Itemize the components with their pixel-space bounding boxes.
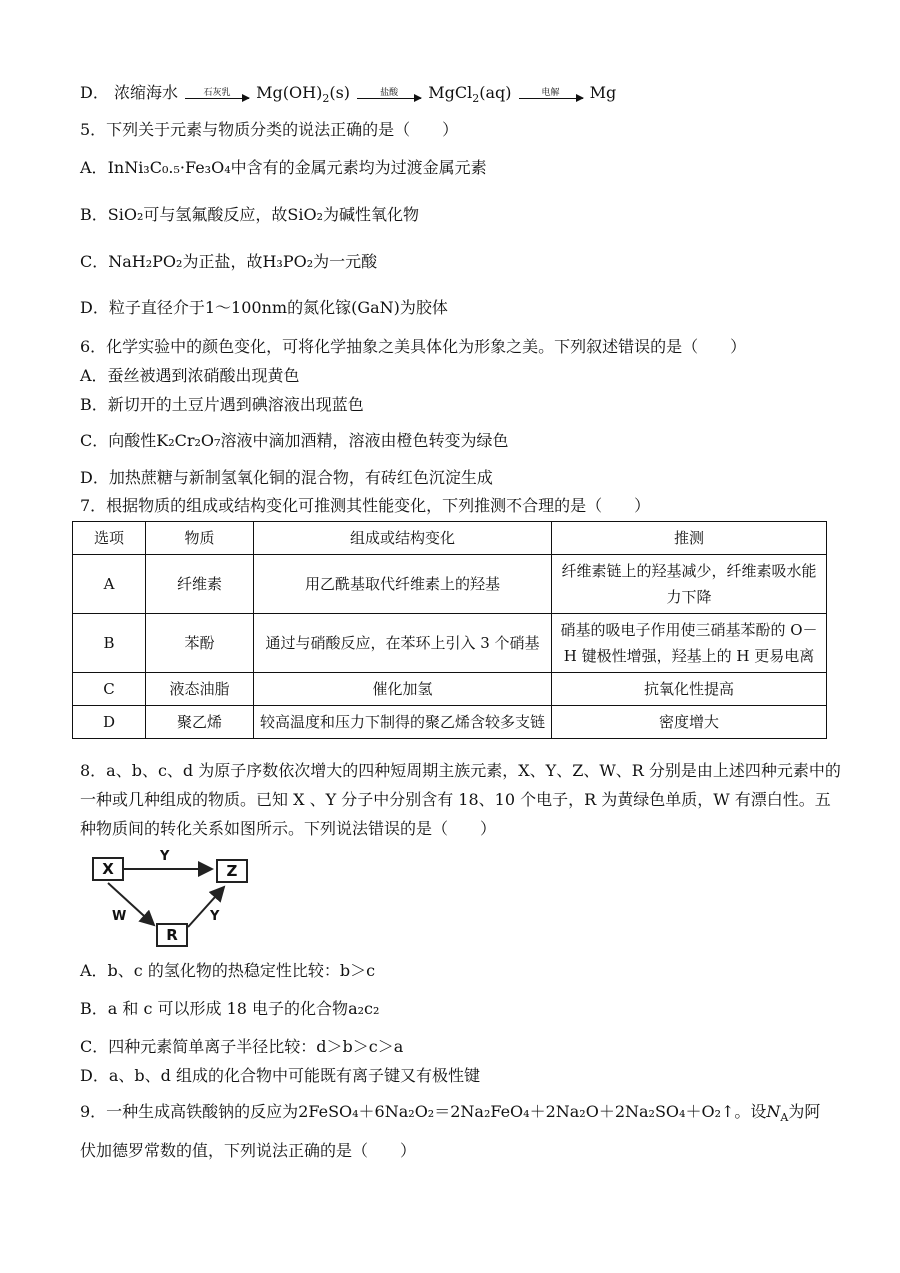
table-cell: B	[73, 614, 146, 673]
option-letter: D．	[80, 83, 109, 102]
q9-stem-line-2: 伏加德罗常数的值，下列说法正确的是（ ）	[80, 1141, 417, 1160]
edge-label-y-top: Y	[160, 849, 170, 864]
table-header: 组成或结构变化	[254, 522, 552, 555]
table-cell: 聚乙烯	[146, 706, 254, 739]
table-cell: 抗氧化性提高	[552, 673, 827, 706]
table-cell: 苯酚	[146, 614, 254, 673]
q8-stem-line-3: 种物质间的转化关系如图所示。下列说法错误的是（ ）	[80, 819, 497, 838]
q6-option-a: A．蚕丝被遇到浓硝酸出现黄色	[80, 366, 300, 385]
table-cell: 纤维素链上的羟基减少，纤维素吸水能力下降	[552, 555, 827, 614]
reaction-arrow-1	[185, 88, 249, 99]
table-row	[73, 555, 827, 614]
q8-option-c: C．四种元素简单离子半径比较：d＞b＞c＞a	[80, 1037, 404, 1056]
q5-option-d: D．粒子直径介于1～100nm的氮化镓(GaN)为胶体	[80, 298, 448, 317]
table-row	[73, 706, 827, 739]
q8-option-a: A．b、c 的氢化物的热稳定性比较：b＞c	[80, 961, 376, 980]
reaction-arrow-3	[519, 88, 583, 99]
product-1: $Mg(OH)_2(s)$	[256, 83, 351, 105]
table-cell: 用乙酰基取代纤维素上的羟基	[254, 555, 552, 614]
product-3: Mg	[589, 83, 617, 102]
q5-option-b: B．SiO₂可与氢氟酸反应，故SiO₂为碱性氧化物	[80, 205, 420, 224]
q5-stem: 5．下列关于元素与物质分类的说法正确的是（ ）	[80, 120, 459, 139]
table-cell: 通过与硝酸反应，在苯环上引入 3 个硝基	[254, 614, 552, 673]
node-x: X	[92, 857, 124, 881]
q5-option-c: C．NaH₂PO₂为正盐，故H₃PO₂为一元酸	[80, 252, 378, 271]
table-header: 选项	[73, 522, 146, 555]
table-cell: C	[73, 673, 146, 706]
table-cell: 密度增大	[552, 706, 827, 739]
table-header-row	[73, 522, 827, 555]
q6-option-d: D．加热蔗糖与新制氢氧化铜的混合物，有砖红色沉淀生成	[80, 468, 493, 487]
q9-stem-line-1: 9．一种生成高铁酸钠的反应为2FeSO₄＋6Na₂O₂＝2Na₂FeO₄＋2Na₂O＋2Na₂SO₄＋O₂↑。设$N_A$为阿	[80, 1102, 821, 1124]
arrow-label: 盐酸	[380, 88, 399, 98]
product-2: MgCl$_2$(aq)	[428, 83, 512, 105]
node-z: Z	[216, 859, 248, 883]
q7-stem: 7．根据物质的组成或结构变化可推测其性能变化，下列推测不合理的是（ ）	[80, 496, 651, 515]
q4-option-d	[80, 82, 616, 110]
q7-table	[72, 521, 827, 739]
conversion-diagram	[80, 845, 260, 955]
node-r: R	[156, 923, 188, 947]
edge-label-w: W	[112, 909, 127, 924]
table-cell: 较高温度和压力下制得的聚乙烯含较多支链	[254, 706, 552, 739]
table-row	[73, 614, 827, 673]
arrow-label: 电解	[541, 88, 560, 98]
table-cell: 催化加氢	[254, 673, 552, 706]
edge-label-y-right: Y	[210, 909, 220, 924]
reaction-arrow-2	[357, 88, 421, 99]
table-header: 推测	[552, 522, 827, 555]
reaction-equation: 2FeSO₄＋6Na₂O₂＝2Na₂FeO₄＋2Na₂O＋2Na₂SO₄＋O₂↑	[298, 1102, 735, 1121]
q8-stem-line-1: 8．a、b、c、d 为原子序数依次增大的四种短周期主族元素，X、Y、Z、W、R 分别是由上述四种元素中的	[80, 761, 841, 780]
table-cell: 硝基的吸电子作用使三硝基苯酚的 O－H 键极性增强，羟基上的 H 更易电离	[552, 614, 827, 673]
q6-stem: 6．化学实验中的颜色变化，可将化学抽象之美具体化为形象之美。下列叙述错误的是（ ）	[80, 337, 747, 356]
table-header: 物质	[146, 522, 254, 555]
reaction-start: 浓缩海水	[113, 83, 178, 102]
q8-stem-line-2: 一种或几种组成的物质。已知 X 、Y 分子中分别含有 18、10 个电子，R 为黄绿色单质，W 有漂白性。五	[80, 790, 831, 809]
table-cell: D	[73, 706, 146, 739]
table-cell: 纤维素	[146, 555, 254, 614]
table-row	[73, 673, 827, 706]
q8-option-d: D．a、b、d 组成的化合物中可能既有离子键又有极性键	[80, 1066, 480, 1085]
table-cell: A	[73, 555, 146, 614]
q6-option-b: B．新切开的土豆片遇到碘溶液出现蓝色	[80, 395, 364, 414]
q8-option-b: B．a 和 c 可以形成 18 电子的化合物a₂c₂	[80, 999, 380, 1018]
q6-option-c: C．向酸性K₂Cr₂O₇溶液中滴加酒精，溶液由橙色转变为绿色	[80, 431, 509, 450]
table-cell: 液态油脂	[146, 673, 254, 706]
arrow-label: 石灰乳	[203, 88, 231, 98]
q5-option-a: A．InNi₃C₀.₅·Fe₃O₄中含有的金属元素均为过渡金属元素	[80, 158, 487, 177]
